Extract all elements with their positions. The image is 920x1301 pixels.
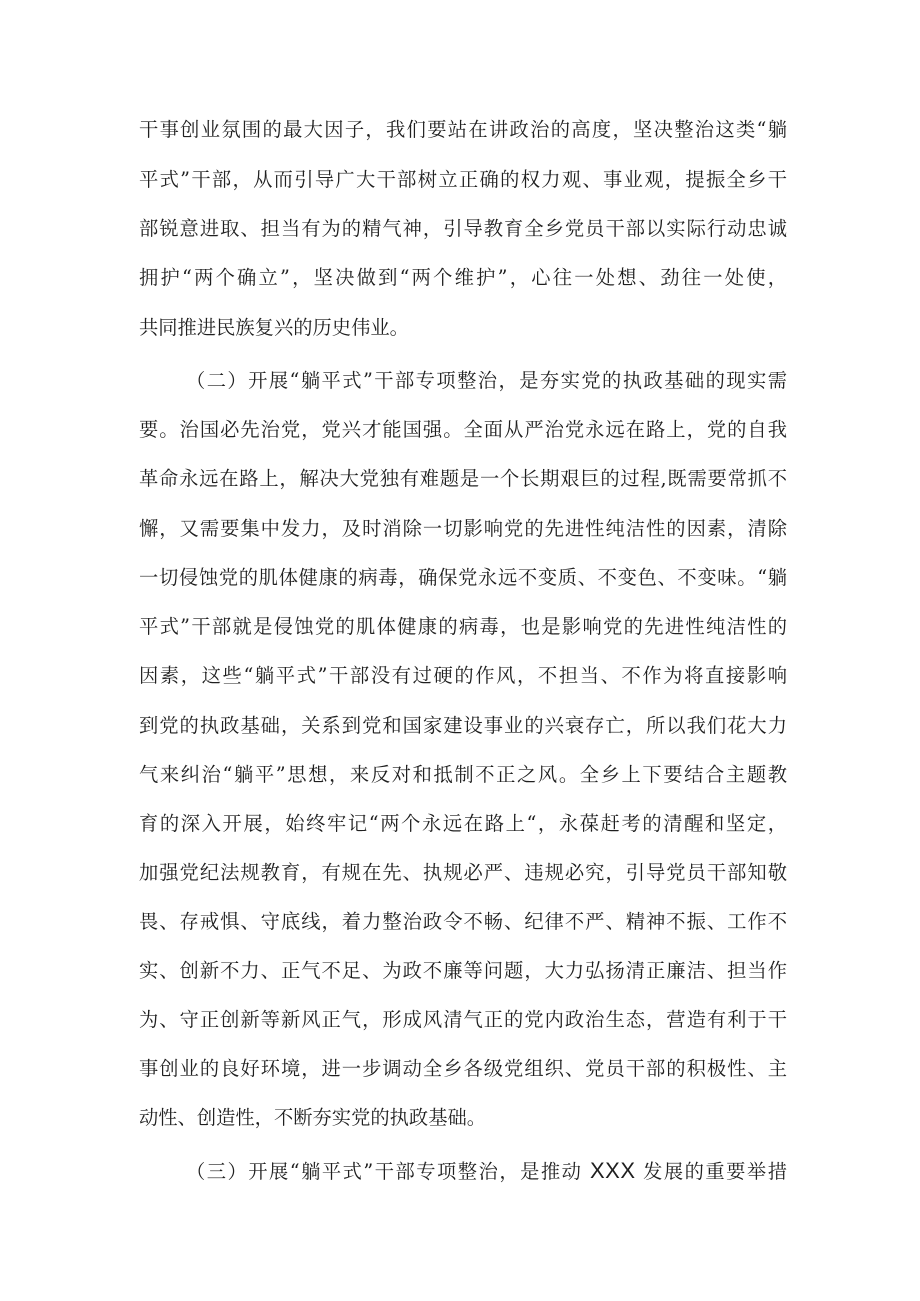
paragraph-line: 气来纠治“躺平”思想，来反对和抵制不正之风。全乡上下要结合主题教 — [139, 763, 787, 786]
paragraph-line: 因素，这些“躺平式”干部没有过硬的作风，不担当、不作为将直接影响 — [139, 664, 787, 687]
paragraph-line: 共同推进民族复兴的历史伟业。 — [139, 316, 409, 339]
section-two-heading-line: （二）开展“躺平式”干部专项整治，是夯实党的执政基础的现实需 — [186, 369, 787, 392]
section-three-heading-line — [186, 1153, 787, 1189]
paragraph-line: 为、守正创新等新风正气，形成风清气正的党内政治生态，营造有利于干 — [139, 1008, 787, 1031]
paragraph-line: 革命永远在路上，解决大党独有难题是一个长期艰巨的过程,既需要常抓不 — [139, 467, 787, 490]
paragraph-line: 事创业的良好环境，进一步调动全乡各级党组织、党员干部的积极性、主 — [139, 1057, 787, 1080]
paragraph-line: 动性、创造性，不断夯实党的执政基础。 — [139, 1106, 487, 1129]
section-three-heading-before: （三）开展“躺平式”干部专项整治，是推动 — [186, 1160, 583, 1183]
paragraph-line: 到党的执政基础，关系到党和国家建设事业的兴衰存亡，所以我们花大力 — [139, 714, 787, 737]
paragraph-line: 育的深入开展，始终牢记“两个永远在路上“，永葆赶考的清醒和坚定， — [139, 812, 787, 835]
paragraph-line: 畏、存戒惧、守底线，着力整治政令不畅、纪律不严、精神不振、工作不 — [139, 910, 787, 933]
paragraph-line: 加强党纪法规教育，有规在先、执规必严、违规必究，引导党员干部知敬 — [139, 861, 787, 884]
paragraph-line: 部锐意进取、担当有为的精气神，引导教育全乡党员干部以实际行动忠诚 — [139, 217, 787, 240]
paragraph-line: 平式”干部就是侵蚀党的肌体健康的病毒，也是影响党的先进性纯洁性的 — [139, 615, 787, 638]
section-three-heading-after: 发展的重要举措 — [643, 1160, 787, 1183]
paragraph-line: 干事创业氛围的最大因子，我们要站在讲政治的高度，坚决整治这类“躺 — [139, 118, 787, 141]
paragraph-line: 实、创新不力、正气不足、为政不廉等问题，大力弘扬清正廉洁、担当作 — [139, 959, 787, 982]
paragraph-line: 懈，又需要集中发力，及时消除一切影响党的先进性纯洁性的因素，清除 — [139, 517, 787, 540]
paragraph-line: 平式”干部，从而引导广大干部树立正确的权力观、事业观，提振全乡干 — [139, 168, 787, 191]
paragraph-line: 拥护“两个确立”，坚决做到“两个维护”，心往一处想、劲往一处使， — [139, 266, 787, 289]
paragraph-line: 一切侵蚀党的肌体健康的病毒，确保党永远不变质、不变色、不变味。“躺 — [139, 566, 787, 589]
paragraph-line: 要。治国必先治党，党兴才能国强。全面从严治党永远在路上，党的自我 — [139, 418, 787, 441]
placeholder-xxx: XXX — [589, 1158, 636, 1183]
